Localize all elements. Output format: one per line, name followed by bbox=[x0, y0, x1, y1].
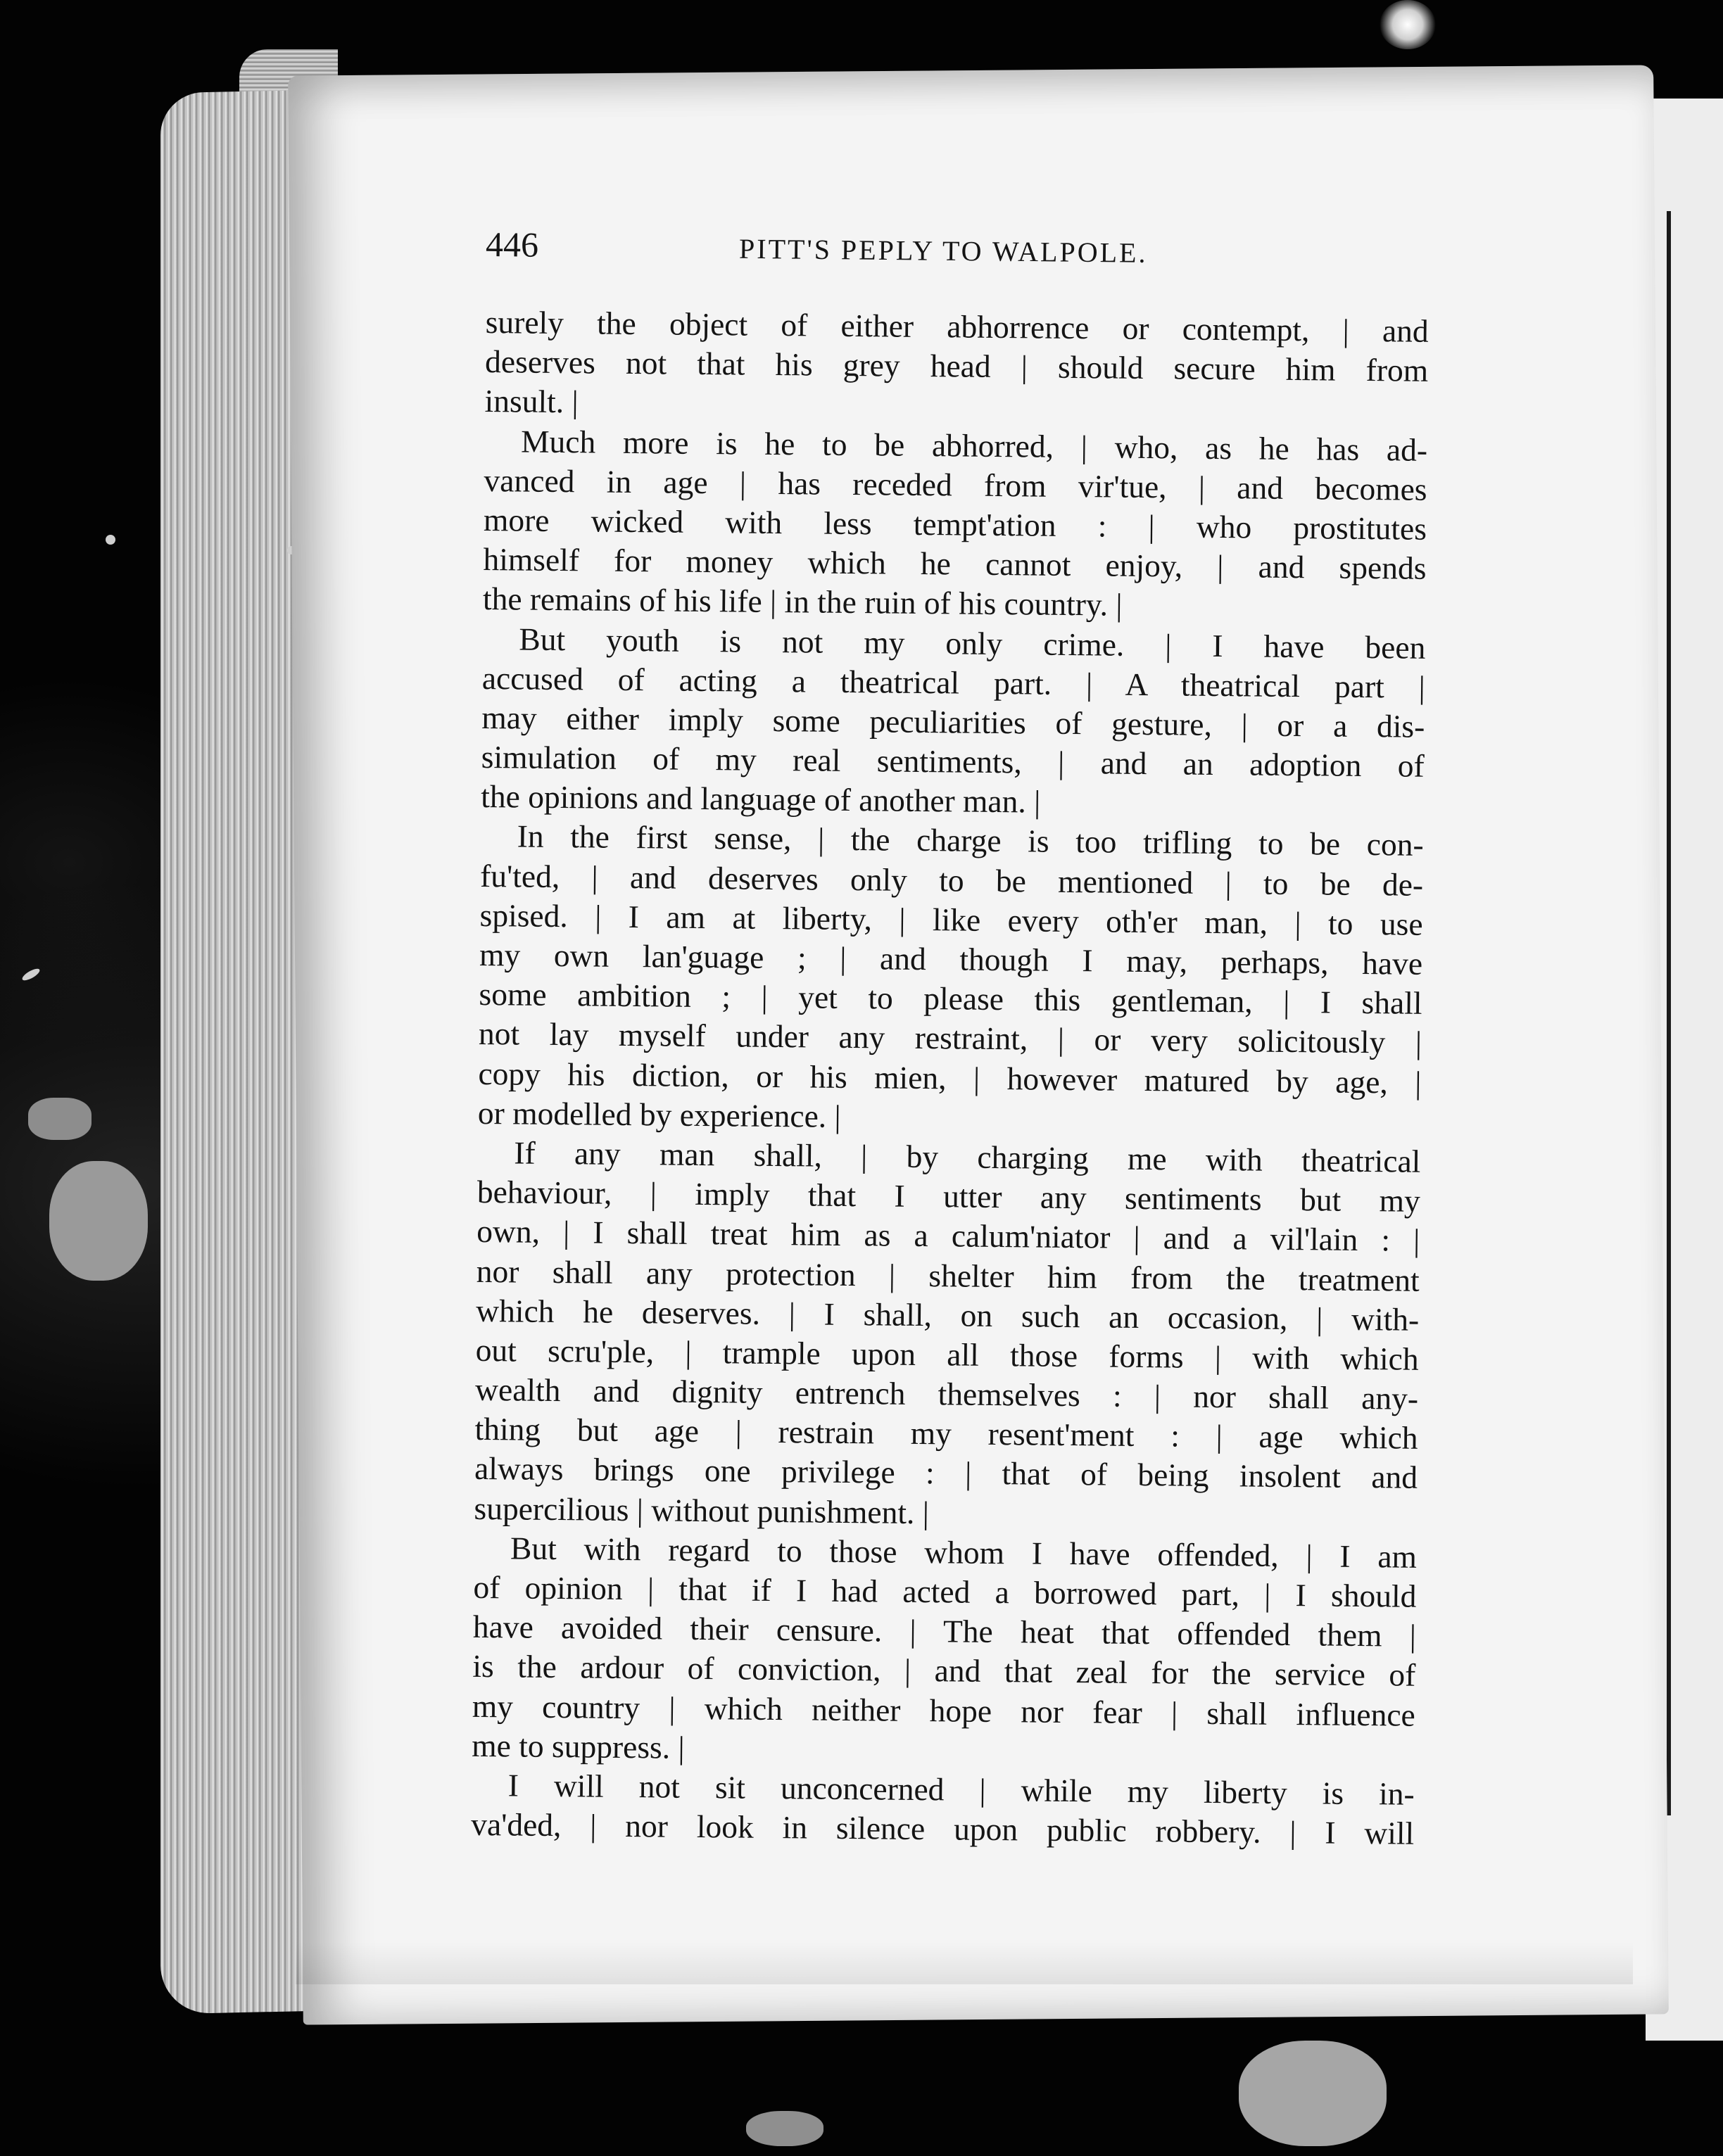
text-line: more wicked with less tempt'ation : | who prostitutes bbox=[483, 501, 1427, 547]
text-line: my country | which neither hope nor fear | shall influence bbox=[472, 1687, 1416, 1733]
light-reflection bbox=[1380, 0, 1436, 49]
text-line: is the ardour of conviction, | and that zeal for the service of bbox=[472, 1648, 1416, 1694]
text-line: my own lan'guage ; | and though I may, perhaps, have bbox=[479, 936, 1423, 982]
dust-speck bbox=[20, 967, 41, 983]
text-line: the opinions and language of another man. | bbox=[481, 778, 1041, 820]
text-line: surely the object of either abhorrence or contempt, | and bbox=[485, 303, 1429, 349]
text-line: I will not sit unconcerned | while my liberty is in- bbox=[507, 1767, 1415, 1812]
text-line: always brings one privilege : | that of being insolent and bbox=[474, 1450, 1418, 1496]
smudge bbox=[1239, 2041, 1387, 2146]
text-line: may either imply some peculiarities of gesture, | or a dis- bbox=[481, 699, 1425, 744]
text-line: supercilious | without punishment. | bbox=[474, 1490, 930, 1530]
smudge bbox=[28, 1098, 91, 1140]
text-line: vanced in age | has receded from vir'tue, | and becomes bbox=[484, 462, 1427, 507]
text-line: himself for money which he cannot enjoy, | and spends bbox=[483, 541, 1427, 586]
text-line: of opinion | that if I had acted a borrowed part, | I should bbox=[473, 1568, 1417, 1614]
smudge bbox=[49, 1161, 148, 1281]
text-line: But with regard to those whom I have offended, | I am bbox=[510, 1530, 1418, 1575]
text-line: But youth is not my only crime. | I have been bbox=[519, 620, 1426, 666]
page-header bbox=[486, 224, 1422, 290]
text-line: Much more is he to be abhorred, | who, as he has ad- bbox=[520, 423, 1428, 468]
text-line: out scru'ple, | trample upon all those forms | with which bbox=[475, 1331, 1419, 1377]
text-line: copy his diction, or his mien, | however matured by age, | bbox=[478, 1055, 1422, 1101]
text-line: va'ded, | nor look in silence upon public robbery. | I will bbox=[470, 1806, 1415, 1851]
dust-speck bbox=[106, 535, 115, 545]
running-head: PITT'S PEPLY TO WALPOLE. bbox=[738, 232, 1148, 269]
smudge bbox=[746, 2111, 823, 2146]
body-text bbox=[471, 303, 1429, 1853]
text-line: accused of acting a theatrical part. | A theatrical part | bbox=[481, 659, 1426, 705]
text-line: thing but age | restrain my resent'ment : | age which bbox=[474, 1411, 1418, 1457]
text-line: me to suppress. | bbox=[472, 1727, 685, 1765]
text-line: spised. | I am at liberty, | like every oth'er man, | to use bbox=[479, 896, 1423, 942]
text-line: If any man shall, | by charging me with theatrical bbox=[514, 1134, 1421, 1179]
text-line: simulation of my real sentiments, | and an adoption of bbox=[481, 739, 1425, 784]
text-line: In the first sense, | the charge is too trifling to be con- bbox=[517, 818, 1424, 863]
text-line: or modelled by experience. | bbox=[477, 1094, 841, 1134]
page-number: 446 bbox=[485, 224, 539, 265]
text-line: nor shall any protection | shelter him from the treatment bbox=[476, 1253, 1420, 1298]
text-line: have avoided their censure. | The heat that offended them | bbox=[472, 1609, 1417, 1654]
text-line: not lay myself under any restraint, | or very solicitously | bbox=[478, 1015, 1422, 1061]
text-line: wealth and dignity entrench themselves : | nor shall any- bbox=[474, 1371, 1419, 1416]
text-line: behaviour, | imply that I utter any sentiments but my bbox=[476, 1174, 1421, 1219]
text-line: which he deserves. | I shall, on such an occasion, | with- bbox=[476, 1292, 1420, 1338]
text-line: some ambition ; | yet to please this gentleman, | I shall bbox=[479, 976, 1422, 1022]
page-shadow bbox=[296, 1942, 1633, 1984]
text-line: fu'ted, | and deserves only to be mentioned | to be de- bbox=[479, 857, 1424, 903]
text-line: deserves not that his grey head | should secure him from bbox=[484, 343, 1429, 389]
text-line: own, | I shall treat him as a calum'niator | and a vil'lain : | bbox=[476, 1213, 1420, 1259]
text-line: the remains of his life | in the ruin of his country. | bbox=[482, 581, 1123, 623]
text-line: insult. | bbox=[484, 383, 579, 420]
facing-page-rule bbox=[1667, 211, 1671, 1815]
